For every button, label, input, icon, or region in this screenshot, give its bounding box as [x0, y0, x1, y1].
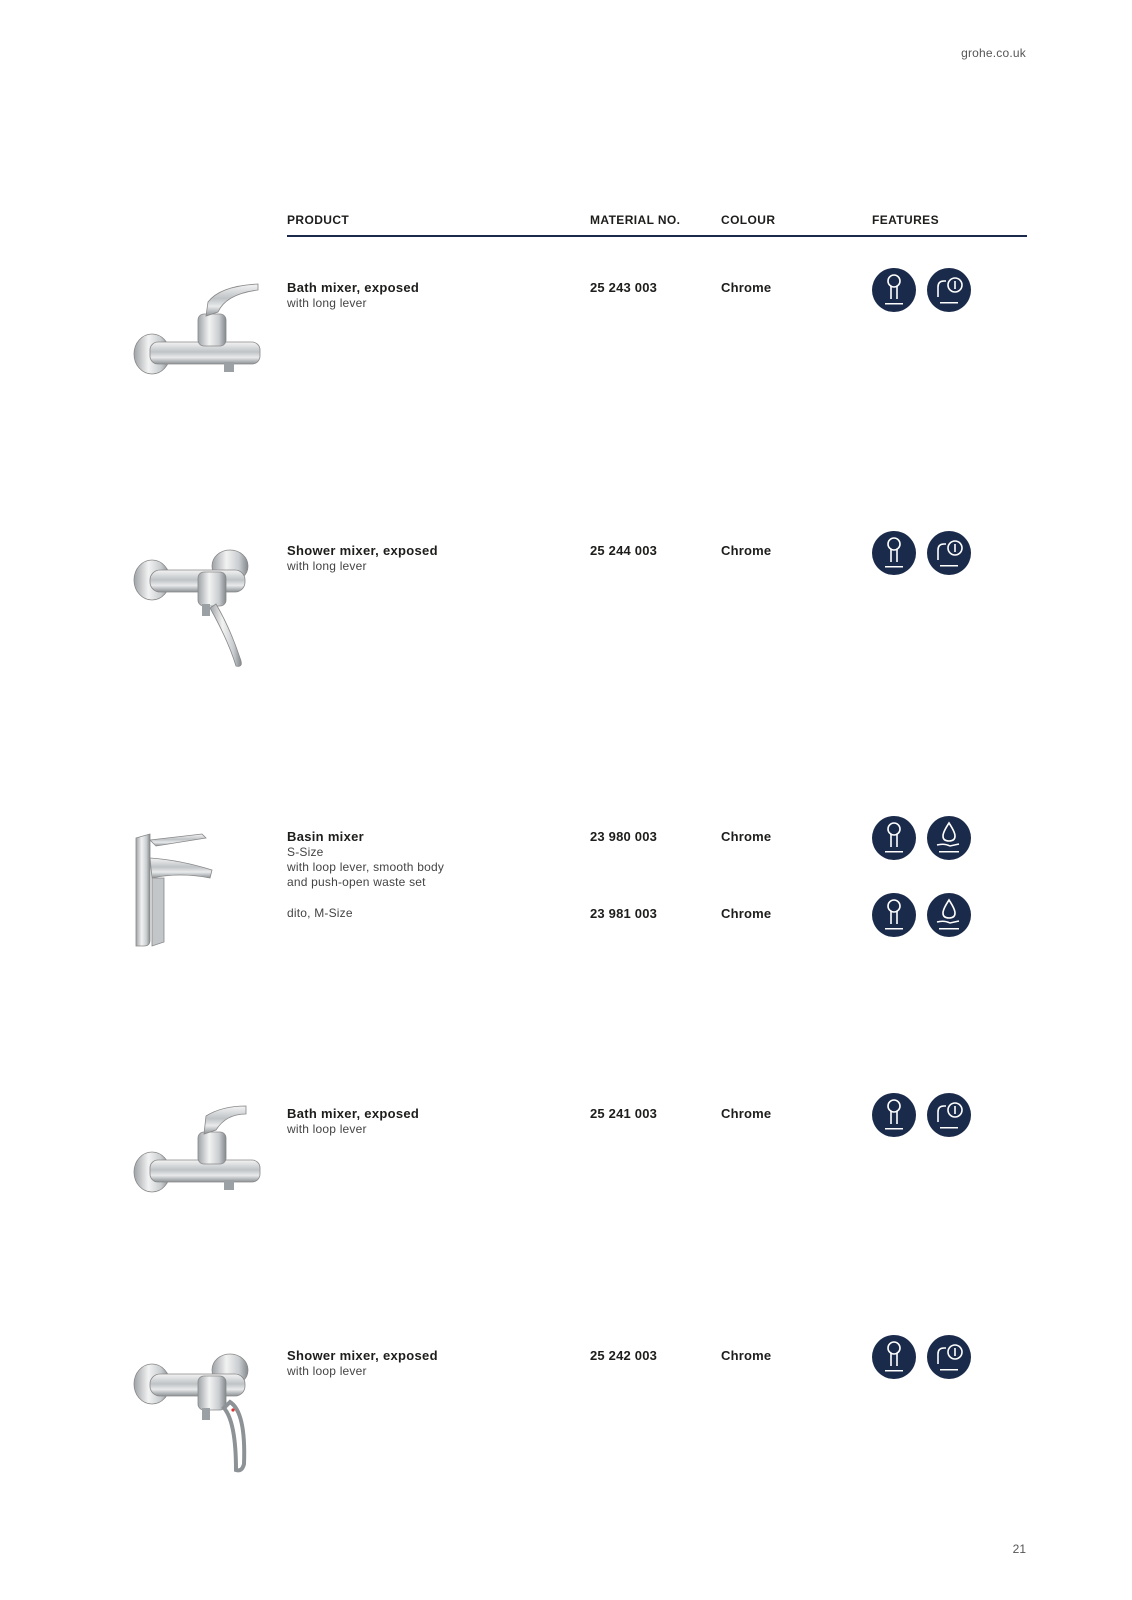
- product-description: and push-open waste set: [287, 875, 426, 889]
- temperature-limiter-icon: [926, 267, 972, 313]
- product-size: S-Size: [287, 845, 324, 859]
- header-material-no: MATERIAL NO.: [590, 213, 681, 227]
- product-description: with loop lever, smooth body: [287, 860, 445, 874]
- header-rule: [287, 235, 1027, 237]
- bath-mixer-long-lever-image: [130, 282, 270, 388]
- colour: Chrome: [721, 1348, 772, 1363]
- colour: Chrome: [721, 1106, 772, 1121]
- product-name: Bath mixer, exposed: [287, 1106, 420, 1121]
- shower-mixer-long-lever-image: [130, 548, 260, 670]
- header-features: FEATURES: [872, 213, 939, 227]
- product-name: Shower mixer, exposed: [287, 1348, 438, 1363]
- shower-mixer-loop-lever-image: [130, 1352, 260, 1474]
- temperature-limiter-icon: [926, 1334, 972, 1380]
- product-variant: dito, M-Size: [287, 906, 353, 920]
- product-description: with loop lever: [287, 1364, 367, 1378]
- material-number: 25 241 003: [590, 1106, 658, 1121]
- material-number: 25 243 003: [590, 280, 658, 295]
- material-number: 23 981 003: [590, 906, 658, 921]
- material-number: 25 244 003: [590, 543, 658, 558]
- hygiene-lever-icon: [871, 892, 917, 938]
- hygiene-lever-icon: [871, 530, 917, 576]
- product-name: Shower mixer, exposed: [287, 543, 438, 558]
- hygiene-lever-icon: [871, 1334, 917, 1380]
- site-url: grohe.co.uk: [961, 46, 1026, 60]
- product-description: with long lever: [287, 559, 367, 573]
- colour: Chrome: [721, 543, 772, 558]
- temperature-limiter-icon: [926, 1092, 972, 1138]
- hygiene-lever-icon: [871, 815, 917, 861]
- product-description: with loop lever: [287, 1122, 367, 1136]
- hygiene-lever-icon: [871, 267, 917, 313]
- bath-mixer-loop-lever-image: [130, 1100, 270, 1206]
- product-name: Basin mixer: [287, 829, 365, 844]
- colour: Chrome: [721, 829, 772, 844]
- hygiene-lever-icon: [871, 1092, 917, 1138]
- basin-mixer-image: [130, 830, 230, 948]
- page-number: 21: [1012, 1542, 1026, 1556]
- material-number: 25 242 003: [590, 1348, 658, 1363]
- header-product: PRODUCT: [287, 213, 350, 227]
- colour: Chrome: [721, 280, 772, 295]
- water-saving-icon: [926, 892, 972, 938]
- water-saving-icon: [926, 815, 972, 861]
- product-name: Bath mixer, exposed: [287, 280, 420, 295]
- material-number: 23 980 003: [590, 829, 658, 844]
- header-colour: COLOUR: [721, 213, 776, 227]
- temperature-limiter-icon: [926, 530, 972, 576]
- product-description: with long lever: [287, 296, 367, 310]
- colour: Chrome: [721, 906, 772, 921]
